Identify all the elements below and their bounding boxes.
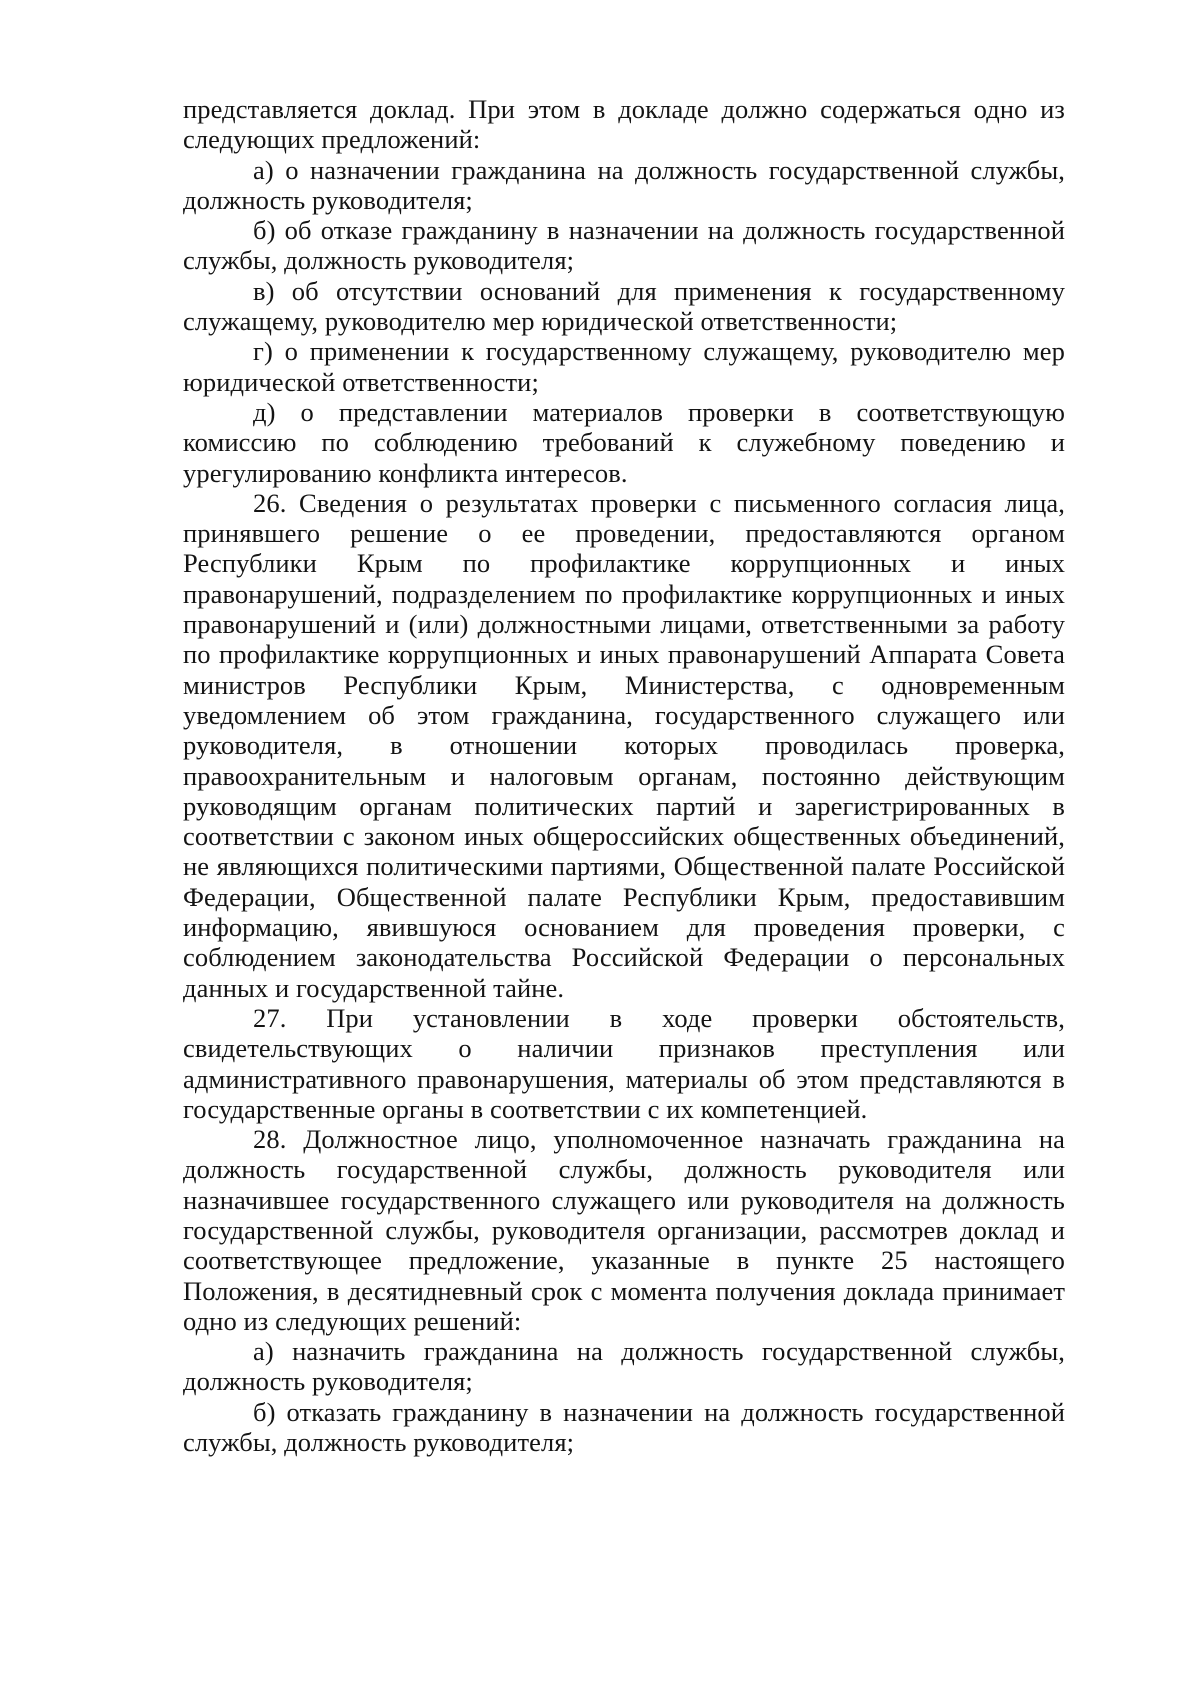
paragraph-28-a: а) назначить гражданина на должность государственной службы, должность руководителя;	[183, 1336, 1065, 1397]
paragraph-25-b: б) об отказе гражданину в назначении на должность государственной службы, должность руководителя;	[183, 215, 1065, 276]
paragraph-25-v: в) об отсутствии оснований для применения к государственному служащему, руководителю мер юридической ответственности;	[183, 275, 1065, 337]
paragraph-26: 26. Сведения о результатах проверки с письменного согласия лица, принявшего решение о ее проведении, предоставляются органом Республики Крым по профилактике коррупционных и иных правонарушений, подразделением по профилактике коррупционных и иных правонарушений и (или) должностными лицами, ответственными за работу по профилактике коррупционных и иных правонарушений Аппарата Совета министров Республики Крым, Министерства, с одновременным уведомлением об этом гражданина, государственного служащего или руководителя, в отношении которых проводилась проверка, правоохранительным и налоговым органам, постоянно действующим руководящим органам политических партий и зарегистрированных в соответствии с законом иных общероссийских общественных объединений, не являющихся политическими партиями, Общественной палате Российской Федерации, Общественной палате Республики Крым, предоставившим информацию, явившуюся основанием для проведения проверки, с соблюдением законодательства Российской Федерации о персональных данных и государственной тайне.	[183, 487, 1065, 1003]
document-page	[183, 94, 1065, 1457]
paragraph-27: 27. При установлении в ходе проверки обстоятельств, свидетельствующих о наличии признаков преступления или административного правонарушения, материалы об этом представляются в государственные органы в соответствии с их компетенцией.	[183, 1002, 1065, 1124]
paragraph-25-a: а) о назначении гражданина на должность государственной службы, должность руководителя;	[183, 154, 1065, 215]
paragraph-28-b: б) отказать гражданину в назначении на должность государственной службы, должность руководителя;	[183, 1396, 1065, 1458]
paragraph-25-g: г) о применении к государственному служащему, руководителю мер юридической ответственности;	[183, 336, 1065, 397]
paragraph-28: 28. Должностное лицо, уполномоченное назначать гражданина на должность государственной службы, должность руководителя или назначившее государственного служащего или руководителя на должность государственной службы, руководителя организации, рассмотрев доклад и соответствующее предложение, указанные в пункте 25 настоящего Положения, в десятидневный срок с момента получения доклада принимает одно из следующих решений:	[183, 1124, 1065, 1336]
paragraph-intro: представляется доклад. При этом в докладе должно содержаться одно из следующих предложений:	[183, 94, 1065, 155]
paragraph-25-d: д) о представлении материалов проверки в соответствующую комиссию по соблюдению требований к служебному поведению и урегулированию конфликта интересов.	[183, 396, 1065, 488]
